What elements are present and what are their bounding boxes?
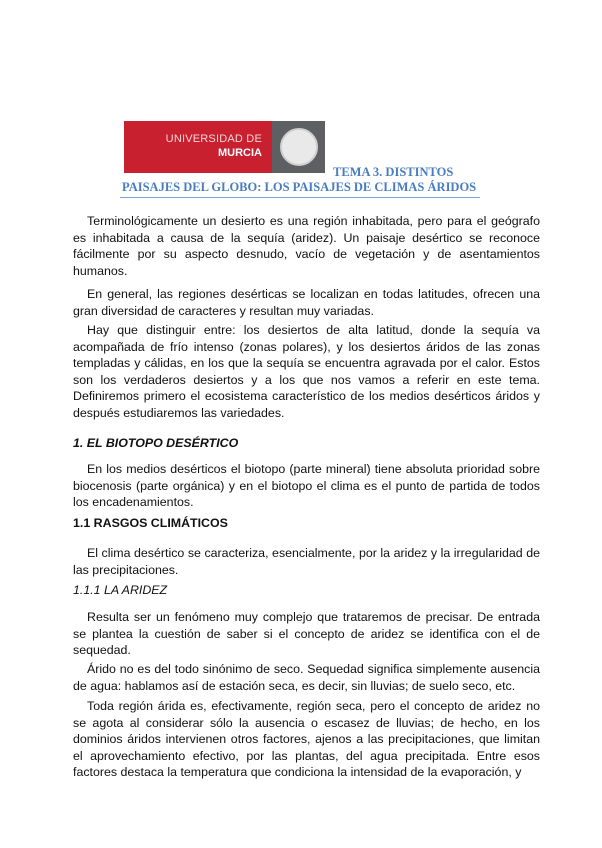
paragraph: El clima desértico se caracteriza, esencialmente, por la aridez y la irregularidad de las precipitaciones.	[73, 546, 540, 577]
logo-text-line2: MURCIA	[218, 147, 262, 159]
title-underline	[120, 197, 480, 198]
subsubsection-heading: 1.1.1 LA ARIDEZ	[73, 583, 168, 597]
document-title-line2: PAISAJES DEL GLOBO: LOS PAISAJES DE CLIMAS ÁRIDOS	[122, 180, 477, 194]
paragraph: Resulta ser un fenómeno muy complejo que trataremos de precisar. De entrada se plantea la cuestión de saber si el concepto de aridez se identifica con el de sequedad.	[73, 610, 540, 658]
document-title-line1: TEMA 3. DISTINTOS	[333, 165, 454, 179]
logo-red-panel	[124, 121, 272, 173]
university-seal-icon	[280, 128, 318, 166]
paragraph: En general, las regiones desérticas se localizan en todas latitudes, ofrecen una gran diversidad de caracteres y resultan muy variadas.	[73, 287, 540, 318]
section-heading: 1. EL BIOTOPO DESÉRTICO	[73, 436, 239, 450]
paragraph: Hay que distinguir entre: los desiertos de alta latitud, donde la sequía va acompañada de frío intenso (zonas polares), y los desiertos áridos de las zonas templadas y cálidas, en los que la sequía se encuentra agravada por el calor. Estos son los verdaderos desiertos y a los que nos vamos a referir en este tema. Definiremos primero el ecosistema característico de los medios desérticos áridos y después estudiaremos las variedades.	[73, 323, 540, 420]
paragraph: Toda región árida es, efectivamente, región seca, pero el concepto de aridez no se agota al considerar sólo la ausencia o escasez de lluvias; de hecho, en los dominios áridos intervienen otros factores, ajenos a las precipitaciones, que limitan el aprovechamiento efectivo, por las plantas, del agua precipitada. Entre esos factores destaca la temperatura que condiciona la intensidad de la evaporación, y	[73, 699, 540, 780]
paragraph: Árido no es del todo sinónimo de seco. Sequedad significa simplemente ausencia de agua: hablamos así de estación seca, es decir, sin lluvias; de suelo seco, etc.	[73, 662, 540, 693]
paragraph: Terminológicamente un desierto es una región inhabitada, pero para el geógrafo es inhabitada a causa de la sequía (aridez). Un paisaje desértico se reconoce fácilmente por su aspecto desnudo, vacío de vegetación y de asentamientos humanos.	[73, 214, 540, 278]
university-logo	[124, 121, 325, 173]
logo-text-line1: UNIVERSIDAD DE	[165, 133, 262, 145]
logo-seal-panel	[272, 121, 325, 173]
paragraph: En los medios desérticos el biotopo (parte mineral) tiene absoluta prioridad sobre biocenosis (parte orgánica) y en el biotopo el clima es el punto de partida de todos los encadenamientos.	[73, 462, 540, 510]
subsection-heading: 1.1 RASGOS CLIMÁTICOS	[73, 516, 228, 530]
